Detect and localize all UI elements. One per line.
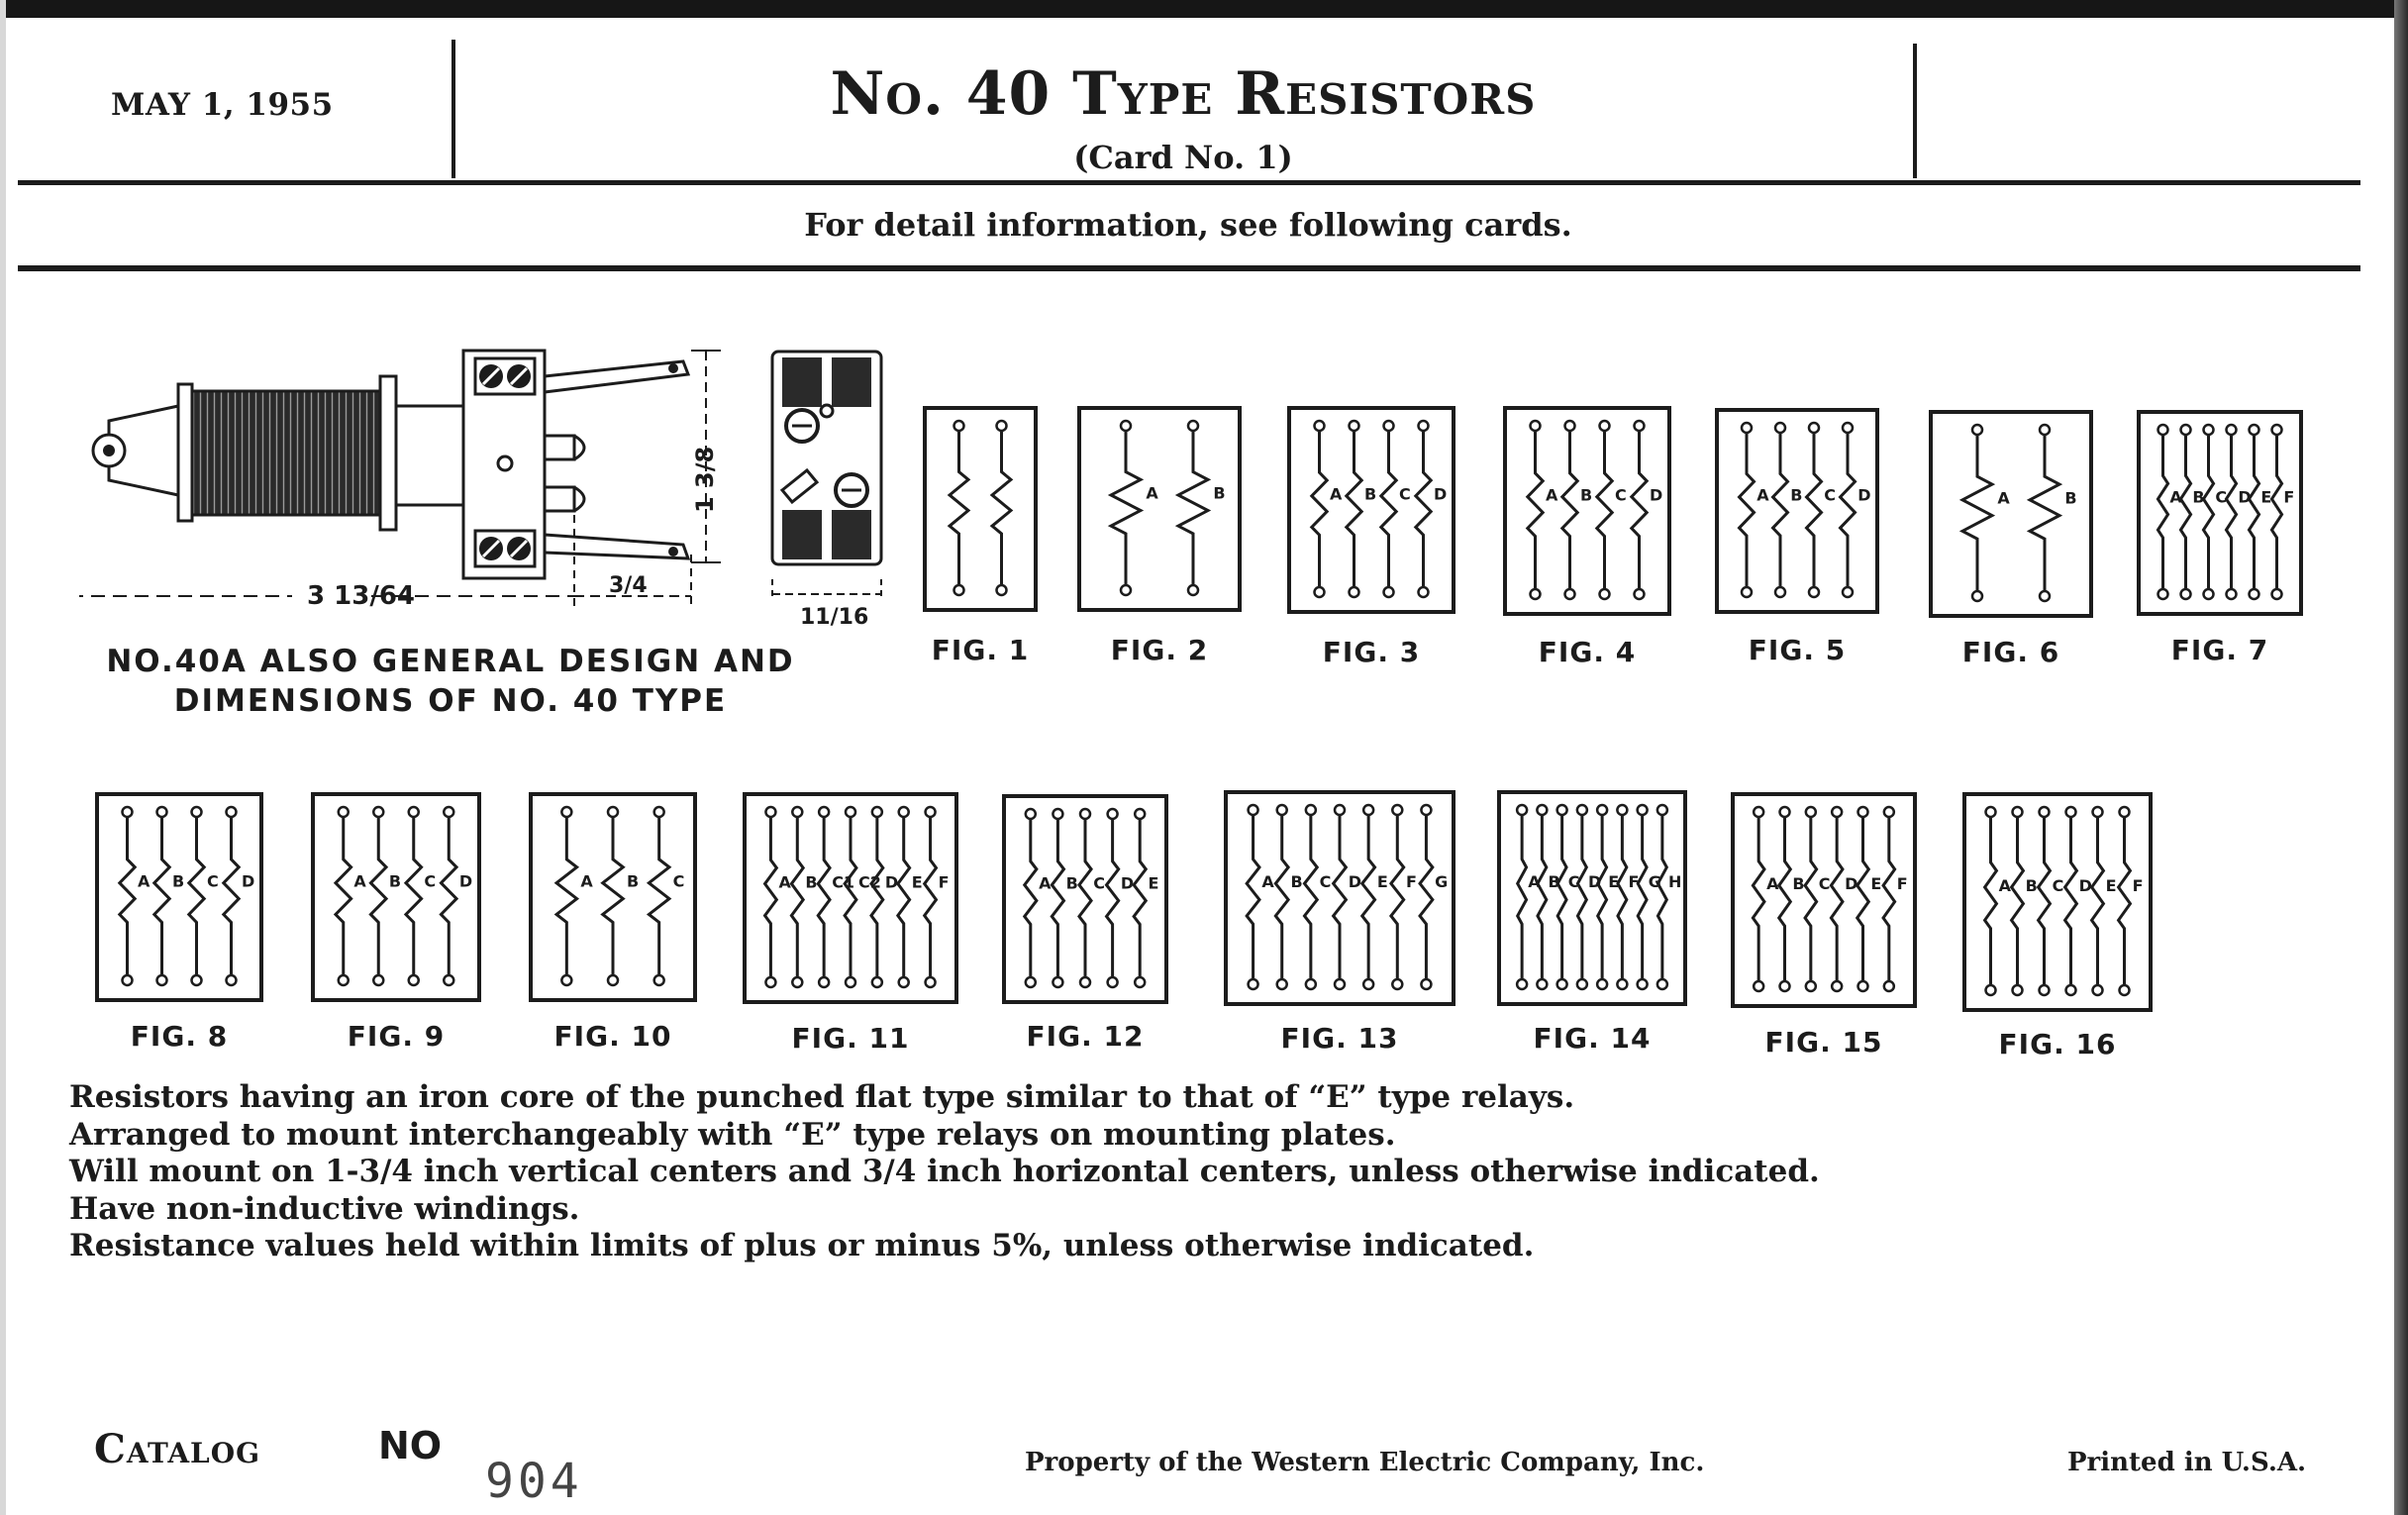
terminal-dot <box>2066 807 2076 817</box>
terminal-dot <box>954 585 964 595</box>
subheader-bottom-rule <box>18 265 2360 271</box>
winding-letter: C <box>672 871 685 891</box>
terminal-dot <box>1053 809 1062 819</box>
terminal-dot <box>654 975 664 985</box>
printed-notice: Printed in U.S.A. <box>2067 1448 2307 1477</box>
terminal-dot <box>997 421 1007 431</box>
terminal-dot <box>192 807 202 817</box>
terminal-dot <box>1565 589 1575 599</box>
winding-letter: B <box>172 871 185 891</box>
terminal-dot <box>561 975 571 985</box>
winding-letter: C <box>424 871 437 891</box>
winding-letter: D <box>2078 875 2092 895</box>
winding-letter: C <box>1399 484 1411 504</box>
terminal-dot <box>1884 807 1894 817</box>
winding-letter: C <box>1319 872 1332 892</box>
winding-letter: B <box>1548 872 1560 892</box>
winding-letter: B <box>2064 488 2077 508</box>
winding-letter: A <box>1766 874 1779 894</box>
dim-length: 3 13/64 <box>307 581 416 611</box>
winding-letter: B <box>1213 483 1226 503</box>
terminal-dot <box>1832 981 1842 991</box>
terminal-dot <box>1557 979 1567 989</box>
terminal-dot <box>1421 979 1431 989</box>
resistor-end-view-drawing <box>762 342 891 629</box>
terminal-dot <box>1419 587 1429 597</box>
terminal-dot <box>1884 981 1894 991</box>
figure-label: FIG. 14 <box>1533 1022 1652 1055</box>
terminal-dot <box>1188 421 1198 431</box>
terminal-dot <box>373 975 383 985</box>
figure-panel <box>1715 408 1879 614</box>
terminal-dot <box>1306 805 1316 815</box>
terminal-dot <box>1350 587 1359 597</box>
terminal-dot <box>1531 421 1541 431</box>
terminal-dot <box>1986 807 1996 817</box>
header-divider-right <box>1913 44 1917 178</box>
winding-letter: D <box>884 872 899 892</box>
winding-letter: G <box>1648 872 1661 892</box>
figure-label: FIG. 9 <box>347 1020 446 1053</box>
terminal-dot <box>2013 985 2023 995</box>
terminal-dot <box>1986 985 1996 995</box>
terminal-dot <box>1026 809 1036 819</box>
winding-letter: C2 <box>858 872 881 892</box>
figure-label: FIG. 16 <box>1998 1028 2117 1060</box>
terminal-dot <box>2066 985 2076 995</box>
terminal-dot <box>1249 979 1258 989</box>
winding-letter: B <box>805 872 818 892</box>
description-line: Will mount on 1-3/4 inch vertical centers and 3/4 inch horizontal centers, unless otherwise indicated. <box>69 1154 1820 1189</box>
winding-letter: B <box>627 871 640 891</box>
winding-letter: C <box>1093 873 1106 893</box>
terminal-dot <box>1557 805 1567 815</box>
terminal-dot <box>1335 805 1345 815</box>
terminal-dot <box>1565 421 1575 431</box>
terminal-dot <box>899 977 909 987</box>
card-date: MAY 1, 1955 <box>111 87 334 123</box>
winding-letter: A <box>1261 872 1274 892</box>
terminal-dot <box>2181 425 2191 435</box>
terminal-dot <box>1277 979 1287 989</box>
terminal-dot <box>1635 421 1645 431</box>
winding-letter: G <box>1435 872 1449 892</box>
terminal-dot <box>765 977 775 987</box>
terminal-dot <box>954 421 964 431</box>
scan-top-border <box>0 0 2408 18</box>
terminal-dot <box>561 807 571 817</box>
terminal-dot <box>1121 585 1131 595</box>
terminal-dot <box>608 807 618 817</box>
winding-letter: A <box>1756 485 1769 505</box>
terminal-dot <box>1392 979 1402 989</box>
terminal-dot <box>1335 979 1345 989</box>
figure-frame <box>1964 794 2151 1010</box>
winding-letter: D <box>1120 873 1135 893</box>
terminal-dot <box>1754 807 1763 817</box>
terminal-dot <box>608 975 618 985</box>
figure-label: FIG. 13 <box>1280 1022 1399 1055</box>
terminal-dot <box>1080 977 1090 987</box>
terminal-dot <box>1315 421 1325 431</box>
terminal-dot <box>1775 587 1785 597</box>
winding-letter: B <box>1290 872 1303 892</box>
figure-panel <box>1497 790 1687 1006</box>
figure-label: FIG. 7 <box>2170 634 2269 666</box>
terminal-dot <box>227 975 237 985</box>
terminal-dot <box>1517 805 1527 815</box>
terminal-dot <box>1108 977 1118 987</box>
winding-letter: A <box>1998 875 2011 895</box>
winding-letter: A <box>1528 872 1541 892</box>
winding-letter: F <box>1406 872 1417 892</box>
terminal-dot <box>1843 587 1853 597</box>
terminal-dot <box>123 975 133 985</box>
drawing-caption-line-1: NO.40A ALSO GENERAL DESIGN AND <box>106 644 795 679</box>
terminal-dot <box>1809 587 1819 597</box>
terminal-dot <box>1600 421 1610 431</box>
winding-letter: C <box>1818 874 1831 894</box>
terminal-dot <box>2181 589 2191 599</box>
terminal-dot <box>1363 979 1373 989</box>
winding-letter: E <box>911 872 923 892</box>
winding-letter: B <box>1580 485 1593 505</box>
description-line: Resistors having an iron core of the punched flat type similar to that of “E” type relays. <box>69 1079 1575 1115</box>
winding-letter: D <box>242 871 255 891</box>
terminal-dot <box>1517 979 1527 989</box>
terminal-dot <box>1363 805 1373 815</box>
winding-letter: F <box>938 872 950 892</box>
terminal-dot <box>1775 423 1785 433</box>
figure-label: FIG. 15 <box>1764 1026 1883 1059</box>
winding-letter: F <box>2283 487 2295 507</box>
winding-letter: A <box>778 872 791 892</box>
terminal-dot <box>227 807 237 817</box>
winding-letter: D <box>2238 487 2252 507</box>
dim-height: 1 3/8 <box>691 446 719 513</box>
terminal-dot <box>1657 805 1667 815</box>
terminal-dot <box>2272 425 2282 435</box>
terminal-dot <box>1600 589 1610 599</box>
terminal-dot <box>1657 979 1667 989</box>
figure-label: FIG. 10 <box>553 1020 672 1053</box>
terminal-dot <box>1617 805 1627 815</box>
terminal-dot <box>1780 807 1790 817</box>
detail-info-note: For detail information, see following cards. <box>804 206 1572 244</box>
winding-letter: E <box>2105 875 2117 895</box>
figure-label: FIG. 5 <box>1748 634 1847 666</box>
terminal-dot <box>1315 587 1325 597</box>
terminal-dot <box>123 807 133 817</box>
terminal-dot <box>1080 809 1090 819</box>
terminal-dot <box>339 975 349 985</box>
terminal-dot <box>1780 981 1790 991</box>
figure-panel <box>1929 410 2093 618</box>
terminal-dot <box>1135 809 1145 819</box>
description-block <box>69 1079 1820 1265</box>
winding-letter: D <box>1434 484 1448 504</box>
terminal-dot <box>1277 805 1287 815</box>
winding-letter: E <box>1870 874 1882 894</box>
terminal-dot <box>1858 807 1868 817</box>
winding-letter: A <box>580 871 593 891</box>
winding-letter: C <box>2052 875 2064 895</box>
terminal-dot <box>1843 423 1853 433</box>
terminal-dot <box>1537 979 1547 989</box>
terminal-dot <box>1249 805 1258 815</box>
winding-letter: A <box>1330 484 1343 504</box>
winding-letter: C <box>1615 485 1627 505</box>
terminal-dot <box>1419 421 1429 431</box>
winding-letter: B <box>388 871 402 891</box>
terminal-dot <box>2250 589 2259 599</box>
terminal-dot <box>1617 979 1627 989</box>
winding-letter: C <box>2215 487 2228 507</box>
terminal-dot <box>2013 807 2023 817</box>
winding-letter: D <box>458 871 473 891</box>
terminal-dot <box>1754 981 1763 991</box>
terminal-dot <box>846 977 855 987</box>
terminal-dot <box>872 807 882 817</box>
terminal-dot <box>2040 807 2050 817</box>
terminal-dot <box>1806 807 1816 817</box>
terminal-dot <box>2204 589 2214 599</box>
figure-panel <box>529 792 697 1002</box>
scan-right-border <box>2394 0 2408 1515</box>
winding-letter: A <box>1997 488 2010 508</box>
drawing-caption-line-2: DIMENSIONS OF NO. 40 TYPE <box>173 683 728 719</box>
winding-letter: D <box>1650 485 1663 505</box>
description-line: Resistance values held within limits of plus or minus 5%, unless otherwise indicated. <box>69 1228 1535 1263</box>
catalog-no-label: NO <box>378 1424 443 1467</box>
property-notice: Property of the Western Electric Company, Inc. <box>1025 1448 1705 1477</box>
terminal-dot <box>1392 805 1402 815</box>
terminal-dot <box>819 977 829 987</box>
description-line: Have non-inductive windings. <box>69 1190 580 1227</box>
terminal-dot <box>1832 807 1842 817</box>
winding-letter: D <box>1857 485 1871 505</box>
figure-label: FIG. 2 <box>1110 634 1209 666</box>
winding-letter: F <box>1896 874 1908 894</box>
figure-label: FIG. 1 <box>931 634 1030 666</box>
winding-letter: B <box>1790 485 1803 505</box>
figure-panel <box>1224 790 1455 1006</box>
winding-letter: A <box>1546 485 1558 505</box>
terminal-dot <box>2272 589 2282 599</box>
terminal-dot <box>2250 425 2259 435</box>
terminal-dot <box>1384 587 1394 597</box>
figure-frame <box>1079 408 1240 610</box>
terminal-dot <box>1306 979 1316 989</box>
winding-letter: F <box>1628 872 1640 892</box>
dim-width: 11/16 <box>800 605 869 629</box>
terminal-dot <box>2120 985 2130 995</box>
terminal-dot <box>1121 421 1131 431</box>
figure-panel <box>311 792 481 1002</box>
terminal-dot <box>899 807 909 817</box>
winding-letter: D <box>1587 872 1602 892</box>
terminal-dot <box>765 807 775 817</box>
terminal-dot <box>926 977 936 987</box>
terminal-dot <box>444 807 453 817</box>
terminal-dot <box>2158 425 2168 435</box>
terminal-dot <box>1597 805 1607 815</box>
winding-letter: B <box>2025 875 2038 895</box>
winding-letter: A <box>138 871 150 891</box>
winding-letter: E <box>1148 873 1159 893</box>
terminal-dot <box>1638 805 1648 815</box>
winding-letter: C1 <box>832 872 855 892</box>
winding-letter: E <box>1608 872 1620 892</box>
figure-frame <box>1931 412 2091 616</box>
card-number: (Card No. 1) <box>1073 139 1293 176</box>
terminal-dot <box>1972 591 1982 601</box>
terminal-dot <box>1577 979 1587 989</box>
catalog-label: Catalog <box>94 1426 261 1472</box>
figure-panel <box>1503 406 1671 616</box>
terminal-dot <box>2093 985 2103 995</box>
figure-label: FIG. 4 <box>1538 636 1637 668</box>
winding-letter: B <box>1065 873 1078 893</box>
terminal-dot <box>2120 807 2130 817</box>
figure-label: FIG. 11 <box>791 1022 910 1055</box>
terminal-dot <box>792 977 802 987</box>
winding-letter: C <box>207 871 219 891</box>
winding-letter: H <box>1667 872 1682 892</box>
terminal-dot <box>1421 805 1431 815</box>
terminal-dot <box>1577 805 1587 815</box>
terminal-dot <box>1597 979 1607 989</box>
terminal-dot <box>409 807 419 817</box>
terminal-dot <box>1742 423 1752 433</box>
figure-panel <box>95 792 263 1002</box>
figure-label: FIG. 12 <box>1026 1020 1145 1053</box>
terminal-dot <box>192 975 202 985</box>
terminal-dot <box>157 807 167 817</box>
figure-panel <box>1077 406 1242 612</box>
terminal-dot <box>1531 589 1541 599</box>
terminal-dot <box>1135 977 1145 987</box>
terminal-dot <box>2040 985 2050 995</box>
terminal-dot <box>373 807 383 817</box>
winding-letter: D <box>1845 874 1858 894</box>
terminal-dot <box>1742 587 1752 597</box>
winding-letter: E <box>1376 872 1388 892</box>
terminal-dot <box>1858 981 1868 991</box>
header-bottom-rule <box>18 180 2360 185</box>
terminal-dot <box>339 807 349 817</box>
terminal-dot <box>1188 585 1198 595</box>
terminal-dot <box>2040 591 2050 601</box>
catalog-number: 904 <box>485 1454 583 1509</box>
figure-panel <box>2137 410 2303 616</box>
terminal-dot <box>1108 809 1118 819</box>
winding-letter: B <box>1364 484 1377 504</box>
terminal-dot <box>2093 807 2103 817</box>
terminal-dot <box>872 977 882 987</box>
terminal-dot <box>926 807 936 817</box>
figure-panel <box>1002 794 1168 1004</box>
terminal-dot <box>819 807 829 817</box>
figure-frame <box>925 408 1036 610</box>
terminal-dot <box>1806 981 1816 991</box>
terminal-dot <box>1972 425 1982 435</box>
terminal-dot <box>1638 979 1648 989</box>
winding-letter: B <box>2192 487 2205 507</box>
winding-letter: C <box>1567 872 1580 892</box>
description-line: Arranged to mount interchangeably with “E” type relays on mounting plates. <box>69 1116 1396 1153</box>
terminal-dot <box>654 807 664 817</box>
winding-letter: E <box>2260 487 2272 507</box>
terminal-dot <box>997 585 1007 595</box>
terminal-dot <box>2227 589 2237 599</box>
winding-letter: A <box>2169 487 2182 507</box>
figure-label: FIG. 6 <box>1961 636 2060 668</box>
winding-letter: B <box>1792 874 1805 894</box>
terminal-dot <box>2040 425 2050 435</box>
terminal-dot <box>1537 805 1547 815</box>
figure-label: FIG. 3 <box>1322 636 1421 668</box>
terminal-dot <box>444 975 453 985</box>
terminal-dot <box>2204 425 2214 435</box>
winding-letter: A <box>353 871 366 891</box>
winding-letter: C <box>1824 485 1836 505</box>
terminal-dot <box>157 975 167 985</box>
figure-panel <box>1731 792 1917 1008</box>
terminal-dot <box>1026 977 1036 987</box>
dim-quarter: 3/4 <box>609 573 648 598</box>
terminal-dot <box>1053 977 1062 987</box>
terminal-dot <box>792 807 802 817</box>
figure-panel <box>1287 406 1455 614</box>
terminal-dot <box>2227 425 2237 435</box>
terminal-dot <box>2158 589 2168 599</box>
terminal-dot <box>409 975 419 985</box>
drawing-caption <box>79 642 822 721</box>
terminal-dot <box>1350 421 1359 431</box>
card-title: No. 40 Type Resistors <box>830 59 1537 129</box>
figure-label: FIG. 8 <box>130 1020 229 1053</box>
winding-letter: A <box>1146 483 1158 503</box>
winding-letter: F <box>2132 875 2144 895</box>
terminal-dot <box>1635 589 1645 599</box>
figure-panel <box>743 792 958 1004</box>
figure-panel <box>1962 792 2153 1012</box>
terminal-dot <box>1809 423 1819 433</box>
figure-panel <box>923 406 1038 612</box>
terminal-dot <box>846 807 855 817</box>
winding-letter: D <box>1348 872 1362 892</box>
terminal-dot <box>1384 421 1394 431</box>
winding-letter: A <box>1039 873 1052 893</box>
